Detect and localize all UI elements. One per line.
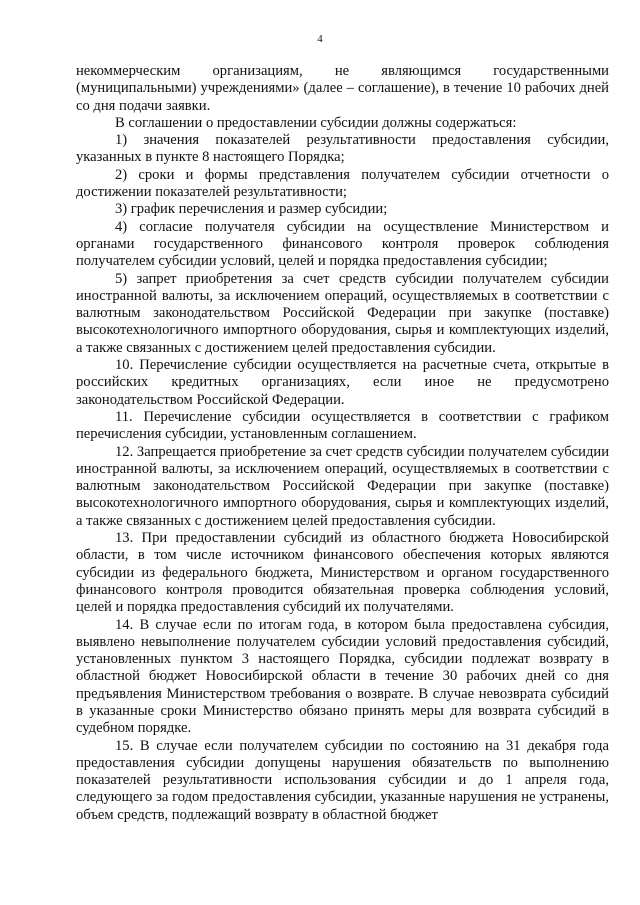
paragraph: В соглашении о предоставлении субсидии должны содержаться: bbox=[115, 114, 517, 131]
paragraph: 13. При предоставлении субсидий из областного бюджета Новосибирской области, в том числе источником финансового обеспечения которых являются субсидии из федерального бюджета, Министерством и органом государственного финансового контроля проводится обязательная проверка соблюдения условий, целей и порядка предоставления субсидий их получателями. bbox=[76, 530, 609, 616]
paragraph: 5) запрет приобретения за счет средств субсидии получателем субсидии иностранной валюты, за исключением операций, осуществляемых в соответствии с валютным законодательством Российской Федерации при закупке (поставке) высокотехнологичного импортного оборудования, сырья и комплектующих изделий, а также связанных с достижением целей предоставления субсидии. bbox=[76, 270, 609, 356]
paragraph-continuation: некоммерческим организациям, не являющимся государственными (муниципальными) учреждениями» (далее – соглашение), в течение 10 рабочих дней со дня подачи заявки. bbox=[76, 63, 609, 114]
document-body bbox=[76, 63, 609, 824]
paragraph: 10. Перечисление субсидии осуществляется на расчетные счета, открытые в российских кредитных организациях, если иное не предусмотрено законодательством Российской Федерации. bbox=[76, 357, 609, 408]
paragraph: 11. Перечисление субсидии осуществляется в соответствии с графиком перечисления субсидии, установленным соглашением. bbox=[76, 408, 609, 443]
paragraph: 12. Запрещается приобретение за счет средств субсидии получателем субсидии иностранной валюты, за исключением операций, осуществляемых в соответствии с валютным законодательством Российской Федерации при закупке (поставке) высокотехнологичного импортного оборудования, сырья и комплектующих изделий, а также связанных с достижением целей предоставления субсидии. bbox=[76, 443, 609, 529]
paragraph: 4) согласие получателя субсидии на осуществление Министерством и органами государственного финансового контроля проверок соблюдения получателем субсидии условий, целей и порядка предоставления субсидии; bbox=[76, 218, 609, 270]
paragraph: 2) сроки и формы представления получателем субсидии отчетности о достижении показателей результативности; bbox=[76, 166, 609, 201]
page-number: 4 bbox=[317, 34, 323, 45]
paragraph: 1) значения показателей результативности предоставления субсидии, указанных в пункте 8 настоящего Порядка; bbox=[76, 132, 609, 166]
paragraph: 3) график перечисления и размер субсидии; bbox=[115, 201, 388, 218]
paragraph: 15. В случае если получателем субсидии по состоянию на 31 декабря года предоставления субсидии допущены нарушения обязательств по выполнению показателей результативности использования субсидии и до 1 апреля года, следующего за годом предоставления субсидии, указанные нарушения не устранены, объем средств, подлежащий возврату в областной бюджет bbox=[76, 737, 609, 823]
paragraph: 14. В случае если по итогам года, в котором была предоставлена субсидия, выявлено невыполнение получателем субсидии условий предоставления субсидий, установленных пунктом 3 настоящего Порядка, субсидии подлежат возврату в областной бюджет Новосибирской области в течение 30 рабочих дней со дня предъявления Министерством требования о возврате. В случае невозврата субсидий в указанные сроки Министерство обязано принять меры для возврата субсидий в судебном порядке. bbox=[76, 616, 609, 737]
